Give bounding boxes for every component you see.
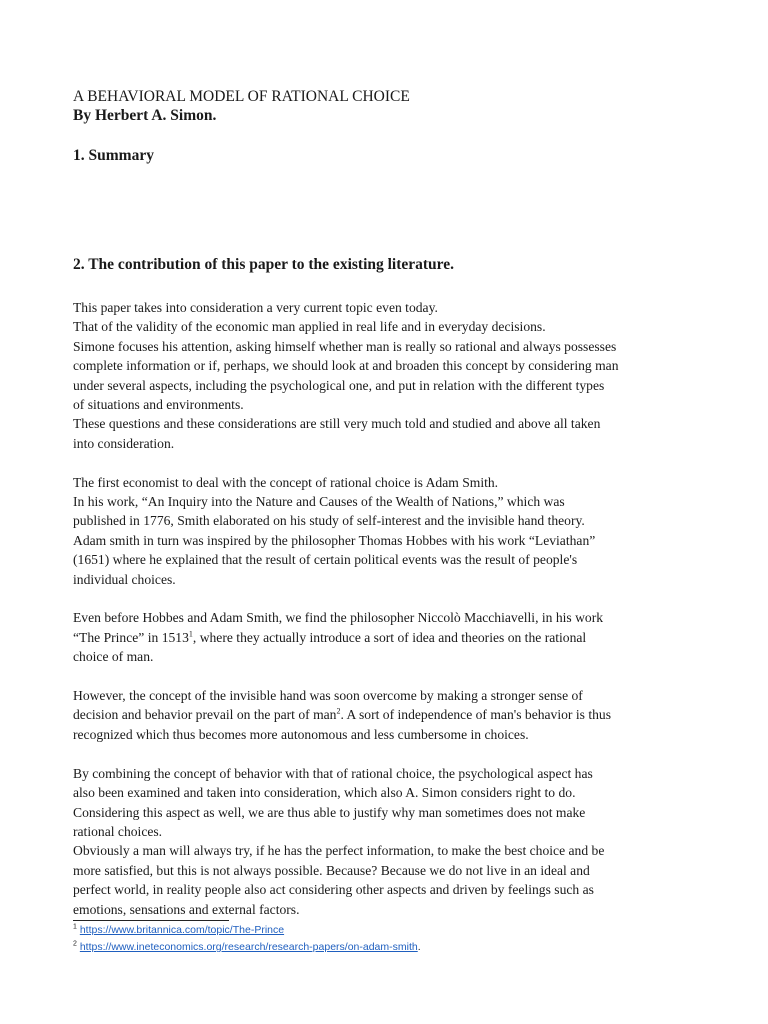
text-line: into consideration. bbox=[73, 435, 175, 451]
footnote-period: . bbox=[417, 941, 421, 953]
text-line: Considering this aspect as well, we are thus able to justify why man sometimes does not make bbox=[73, 804, 586, 820]
text-line: The first economist to deal with the concept of rational choice is Adam Smith. bbox=[73, 474, 499, 490]
document-title: A BEHAVIORAL MODEL OF RATIONAL CHOICE bbox=[73, 88, 410, 105]
footnote-number: 2 bbox=[73, 940, 77, 948]
paragraph-2 bbox=[73, 473, 703, 589]
footnote-separator bbox=[73, 920, 229, 921]
paragraph-4 bbox=[73, 686, 703, 744]
footnote-1 bbox=[73, 924, 284, 937]
text-line: rational choices. bbox=[73, 823, 163, 839]
document-author: By Herbert A. Simon. bbox=[73, 107, 217, 124]
text-line: under several aspects, including the psychological one, and put in relation with the different types bbox=[73, 377, 605, 393]
text-line: Simone focuses his attention, asking himself whether man is really so rational and always possesses bbox=[73, 338, 617, 354]
text-line: emotions, sensations and external factors. bbox=[73, 901, 300, 917]
text-line: Even before Hobbes and Adam Smith, we find the philosopher Niccolò Macchiavelli, in his work bbox=[73, 610, 604, 626]
text-line: However, the concept of the invisible hand was soon overcome by making a stronger sense of bbox=[73, 688, 583, 704]
text-line: (1651) where he explained that the result of certain political events was the result of people's bbox=[73, 552, 578, 568]
text-line: By combining the concept of behavior with that of rational choice, the psychological aspect has bbox=[73, 765, 593, 781]
text-line: individual choices. bbox=[73, 571, 176, 587]
text-line: perfect world, in reality people also act considering other aspects and driven by feelings such as bbox=[73, 882, 594, 898]
text-line: more satisfied, but this is not always possible. Because? Because we do not live in an ideal and bbox=[73, 862, 590, 878]
text-line: That of the validity of the economic man applied in real life and in everyday decisions. bbox=[73, 319, 546, 335]
footnote-link-ineteconomics[interactable]: https://www.ineteconomics.org/research/research-papers/on-adam-smith bbox=[79, 941, 418, 953]
text-line: published in 1776, Smith elaborated on his study of self-interest and the invisible hand theory. bbox=[73, 513, 585, 529]
text-line: In his work, “An Inquiry into the Nature and Causes of the Wealth of Nations,” which was bbox=[73, 494, 565, 510]
footnote-2 bbox=[73, 941, 421, 954]
paragraph-1 bbox=[73, 298, 703, 453]
text-segment: decision and behavior prevail on the part of man bbox=[73, 707, 337, 723]
footnote-number: 1 bbox=[73, 923, 77, 931]
footnote-ref-2: 2 bbox=[336, 706, 341, 716]
section-heading-summary: 1. Summary bbox=[73, 147, 154, 164]
text-segment: “The Prince” in 1513 bbox=[73, 629, 189, 645]
text-line: complete information or if, perhaps, we should look at and broaden this concept by considering man bbox=[73, 358, 619, 374]
text-line bbox=[73, 628, 703, 647]
text-line: of situations and environments. bbox=[73, 397, 244, 413]
text-line: recognized which thus becomes more autonomous and less cumbersome in choices. bbox=[73, 726, 529, 742]
text-line: choice of man. bbox=[73, 649, 154, 665]
paragraph-3 bbox=[73, 608, 703, 666]
paragraph-5 bbox=[73, 764, 703, 919]
footnote-ref-1: 1 bbox=[188, 629, 193, 639]
footnote-link-britannica[interactable]: https://www.britannica.com/topic/The-Prince bbox=[79, 924, 285, 936]
text-line: This paper takes into consideration a very current topic even today. bbox=[73, 300, 438, 315]
text-segment: . A sort of independence of man's behavior is thus bbox=[340, 707, 611, 723]
text-line: These questions and these considerations are still very much told and studied and above all taken bbox=[73, 416, 601, 432]
body-text bbox=[73, 298, 703, 919]
text-line: also been examined and taken into consideration, which also A. Simon considers right to do. bbox=[73, 785, 576, 801]
text-line bbox=[73, 705, 703, 724]
section-heading-contribution: 2. The contribution of this paper to the existing literature. bbox=[73, 256, 455, 273]
text-line: Obviously a man will always try, if he has the perfect information, to make the best choice and be bbox=[73, 843, 605, 859]
text-segment: , where they actually introduce a sort of idea and theories on the rational bbox=[192, 629, 587, 645]
text-line: Adam smith in turn was inspired by the philosopher Thomas Hobbes with his work “Leviathan” bbox=[73, 532, 596, 548]
